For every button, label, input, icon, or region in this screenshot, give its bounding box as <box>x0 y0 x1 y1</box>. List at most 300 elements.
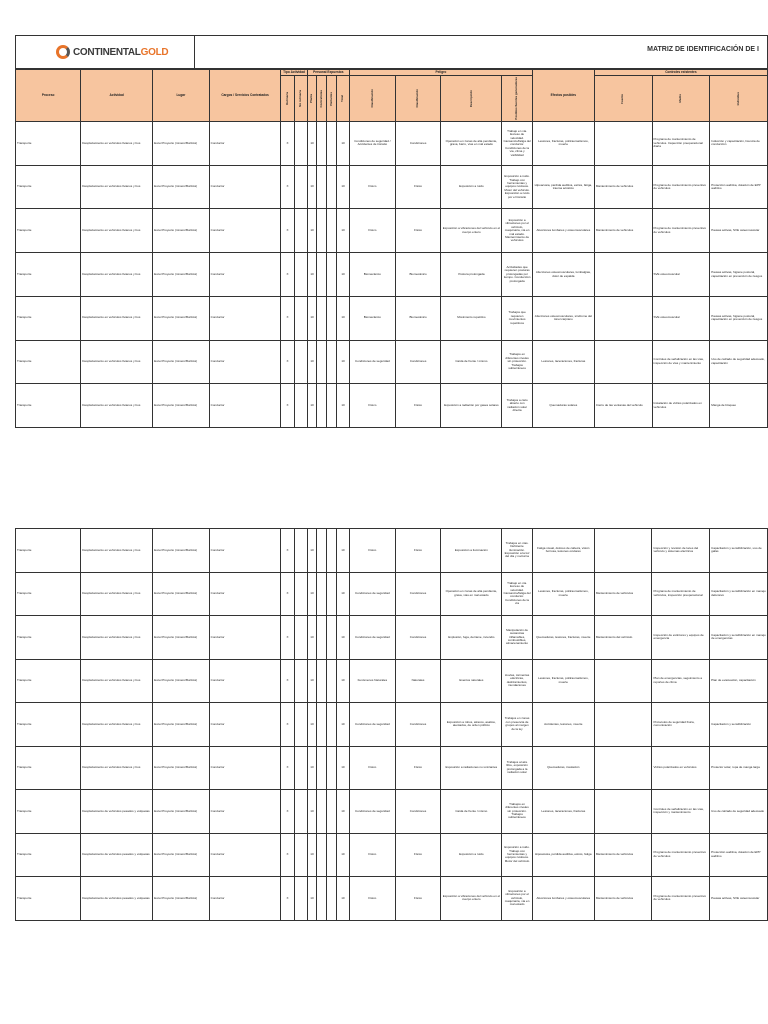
cell-fuentes: Trabajos al aire libre, exposición prolongada a la radiación solar <box>502 746 532 790</box>
cell-planta: 10 <box>307 877 317 921</box>
cell-contratistas <box>317 790 327 834</box>
cell-rutinaria: X <box>281 340 294 384</box>
col-lugar: Lugar <box>153 70 210 122</box>
cell-medio: Inspección y revisión de luces del vehículo y sistemas eléctricos <box>652 529 710 573</box>
cell-clasificacion: Condiciones de seguridad <box>349 572 395 616</box>
cell-no-rutinaria <box>294 877 307 921</box>
cell-lugar: Excel Proyecto (minero/Buriticá) <box>153 384 210 428</box>
cell-individuo: Protección auditiva, dotación de EPP auditivo <box>710 833 768 877</box>
cell-medio: Controles de señalización en las vías, inspección y mantenimiento <box>652 790 710 834</box>
cell-descripcion: Exposición a ruido <box>441 165 502 209</box>
cell-total: 10 <box>336 833 349 877</box>
cell-fuente: Mantenimiento de vehículos <box>594 209 652 253</box>
col-tipo-actividad: Tipo Actividad <box>281 70 307 76</box>
cell-lugar: Excel Proyecto (minero/Buriticá) <box>153 616 210 660</box>
cell-visitantes <box>327 790 337 834</box>
cell-fuentes: Trabajos en vías. Deficiente iluminación. Exposición a la luz del día y nocturna <box>502 529 532 573</box>
cell-proceso: Transporte <box>16 209 81 253</box>
cell-lugar: Excel Proyecto (minero/Buriticá) <box>153 296 210 340</box>
table-row <box>16 703 768 747</box>
cell-rutinaria: X <box>281 616 294 660</box>
company-logo <box>56 40 196 64</box>
cell-planta: 10 <box>307 833 317 877</box>
cell-fuentes: Trabajos en diferentes niveles sin protección. Trabajos subterráneos <box>502 790 532 834</box>
cell-cargo: Conductor <box>209 122 281 166</box>
cell-lugar: Excel Proyecto (minero/Buriticá) <box>153 165 210 209</box>
cell-total: 10 <box>336 340 349 384</box>
cell-actividad: Desplazamiento en vehículos livianos y bus <box>81 340 153 384</box>
cell-actividad: Desplazamiento de vehículos pesados y volquetas <box>81 877 153 921</box>
cell-medio: Programa de mantenimiento preventivo de vehículos <box>652 877 710 921</box>
matrix-table-top <box>15 69 768 428</box>
cell-descripcion: Eventos naturales <box>441 659 502 703</box>
cell-no-rutinaria <box>294 296 307 340</box>
cell-planta: 10 <box>307 253 317 297</box>
cell-clasificacion: Físico <box>349 529 395 573</box>
cell-proceso: Transporte <box>16 253 81 297</box>
cell-rutinaria: X <box>281 384 294 428</box>
cell-medio: Inspección de extintores y equipos de emergencia <box>652 616 710 660</box>
cell-visitantes <box>327 659 337 703</box>
cell-visitantes <box>327 833 337 877</box>
cell-proceso: Transporte <box>16 165 81 209</box>
cell-visitantes <box>327 165 337 209</box>
cell-efectos: Lesiones, fracturas, politraumatismos, muerte <box>532 122 594 166</box>
cell-medio: Plan de emergencias, seguimiento a reportes de clima <box>652 659 710 703</box>
cell-proceso: Transporte <box>16 790 81 834</box>
cell-visitantes <box>327 703 337 747</box>
cell-planta: 10 <box>307 529 317 573</box>
cell-no-rutinaria <box>294 746 307 790</box>
col-medio: Medio <box>678 94 683 104</box>
cell-cargo: Conductor <box>209 616 281 660</box>
cell-actividad: Desplazamiento en vehículos livianos y bus <box>81 253 153 297</box>
cell-planta: 10 <box>307 790 317 834</box>
cell-fuente <box>594 790 652 834</box>
cell-no-rutinaria <box>294 833 307 877</box>
cell-no-rutinaria <box>294 616 307 660</box>
table-row <box>16 833 768 877</box>
cell-lugar: Excel Proyecto (minero/Buriticá) <box>153 746 210 790</box>
cell-planta: 10 <box>307 122 317 166</box>
cell-clasificacion-2: Condiciones <box>395 572 441 616</box>
cell-total: 10 <box>336 746 349 790</box>
col-peligro: Peligro <box>350 70 533 76</box>
logo-text-accent: GOLD <box>140 46 169 58</box>
cell-actividad: Desplazamiento en vehículos livianos y bus <box>81 529 153 573</box>
cell-clasificacion: Condiciones de seguridad <box>349 703 395 747</box>
cell-efectos: Quemaduras, insolación <box>532 746 594 790</box>
cell-contratistas <box>317 122 327 166</box>
cell-fuentes: Exposición a ruido. Trabajo con herramientas y equipos ruidosos. Motor del vehículo <box>502 833 532 877</box>
matrix-body-top <box>16 122 768 428</box>
cell-total: 10 <box>336 122 349 166</box>
cell-fuente: Mantenimiento del vehículo <box>594 616 652 660</box>
cell-efectos: Hipoacusia, pérdida auditiva, estrés, fatiga, trauma acústico <box>532 165 594 209</box>
cell-efectos: Lesiones, laceraciones, fracturas <box>532 790 594 834</box>
cell-actividad: Desplazamiento en vehículos livianos y bus <box>81 572 153 616</box>
cell-total: 10 <box>336 209 349 253</box>
cell-clasificacion: Condiciones de seguridad <box>349 616 395 660</box>
cell-no-rutinaria <box>294 340 307 384</box>
cell-no-rutinaria <box>294 659 307 703</box>
cell-rutinaria: X <box>281 296 294 340</box>
cell-fuente <box>594 253 652 297</box>
cell-individuo: Pausas activas, SVE osteomuscular <box>710 209 768 253</box>
cell-contratistas <box>317 877 327 921</box>
cell-fuentes: Trabajos en diferentes niveles sin protección. Trabajos subterráneos <box>502 340 532 384</box>
cell-total: 10 <box>336 529 349 573</box>
cell-planta: 10 <box>307 209 317 253</box>
logo-text-main: CONTINENTAL <box>73 46 141 58</box>
cell-medio: SVE osteomuscular <box>652 253 710 297</box>
cell-no-rutinaria <box>294 572 307 616</box>
cell-cargo: Conductor <box>209 790 281 834</box>
cell-contratistas <box>317 165 327 209</box>
cell-fuente <box>594 703 652 747</box>
col-rutinaria: Rutinaria <box>284 92 289 106</box>
cell-fuente: Mantenimiento de vehículos <box>594 833 652 877</box>
cell-lugar: Excel Proyecto (minero/Buriticá) <box>153 703 210 747</box>
cell-medio: Controles de señalización en las vías, inspección de vías y mantenimiento <box>652 340 710 384</box>
cell-visitantes <box>327 877 337 921</box>
cell-proceso: Transporte <box>16 746 81 790</box>
table-row <box>16 209 768 253</box>
table-row <box>16 340 768 384</box>
cell-planta: 10 <box>307 572 317 616</box>
cell-fuentes: Lluvias, tormentas eléctricas, deslizamientos, inundaciones <box>502 659 532 703</box>
col-planta: Planta <box>309 94 314 104</box>
cell-total: 10 <box>336 572 349 616</box>
cell-no-rutinaria <box>294 384 307 428</box>
cell-efectos: Quemaduras, lesiones, fracturas, muerte <box>532 616 594 660</box>
cell-fuentes: Trabajo en vía. Exceso de velocidad. Cansancio/fatiga del conductor. Condiciones de la vía, clima y visibilidad <box>502 122 532 166</box>
cell-contratistas <box>317 616 327 660</box>
cell-total: 10 <box>336 703 349 747</box>
cell-clasificacion-2: Condiciones <box>395 616 441 660</box>
cell-clasificacion-2: Físico <box>395 746 441 790</box>
cell-descripcion: Exposición a robos, atracos, asaltos, atentados, de orden público <box>441 703 502 747</box>
cell-total: 10 <box>336 384 349 428</box>
cell-fuente <box>594 296 652 340</box>
cell-lugar: Excel Proyecto (minero/Buriticá) <box>153 877 210 921</box>
cell-individuo: Manga de bloqueo <box>710 384 768 428</box>
cell-descripcion: Caída de frente / mismo <box>441 340 502 384</box>
cell-medio: Programa de mantenimiento preventivo de vehículos <box>652 165 710 209</box>
col-fuente: Fuente <box>620 93 625 104</box>
cell-no-rutinaria <box>294 790 307 834</box>
cell-individuo: Pausas activas, higiene postural, capacitación en prevención de riesgos <box>710 296 768 340</box>
cell-individuo: Uso de calzado de seguridad adecuado <box>710 790 768 834</box>
cell-lugar: Excel Proyecto (minero/Buriticá) <box>153 340 210 384</box>
cell-proceso: Transporte <box>16 384 81 428</box>
cell-individuo: Capacitación y sensibilización en manejo defensivo <box>710 572 768 616</box>
col-actividad: Actividad <box>81 70 153 122</box>
cell-cargo: Conductor <box>209 253 281 297</box>
cell-actividad: Desplazamiento en vehículos livianos y bus <box>81 165 153 209</box>
cell-proceso: Transporte <box>16 877 81 921</box>
table-row <box>16 616 768 660</box>
cell-rutinaria: X <box>281 122 294 166</box>
hazard-matrix-top <box>15 69 768 428</box>
cell-individuo: Uso de calzado de seguridad adecuado, capacitación <box>710 340 768 384</box>
cell-medio: SVE osteomuscular <box>652 296 710 340</box>
cell-clasificacion-2: Biomecánico <box>395 296 441 340</box>
cell-contratistas <box>317 340 327 384</box>
cell-fuente <box>594 340 652 384</box>
cell-fuente: Cierre de las ventanas del vehículo <box>594 384 652 428</box>
cell-medio: Instalación de vidrios polarizados en vehículos <box>652 384 710 428</box>
cell-total: 10 <box>336 296 349 340</box>
cell-fuente: Mantenimiento de vehículos <box>594 165 652 209</box>
cell-actividad: Desplazamiento en vehículos livianos y bus <box>81 122 153 166</box>
col-personal-expuestos: Personal Expuestos <box>307 70 349 76</box>
cell-cargo: Conductor <box>209 746 281 790</box>
cell-clasificacion: Biomecánico <box>350 253 396 297</box>
cell-descripcion: Postura prolongada <box>441 253 502 297</box>
cell-actividad: Desplazamiento de vehículos pesados y volquetas <box>81 790 153 834</box>
col-efectos: Efectos posibles <box>532 70 594 122</box>
cell-actividad: Desplazamiento en vehículos livianos y bus <box>81 616 153 660</box>
cell-cargo: Conductor <box>209 384 281 428</box>
cell-rutinaria: X <box>281 529 294 573</box>
matrix-table-bottom <box>15 528 768 921</box>
cell-descripcion: Exposición a vibraciones del vehículo en el cuerpo entero <box>441 877 502 921</box>
cell-no-rutinaria <box>294 122 307 166</box>
cell-total: 10 <box>336 616 349 660</box>
cell-rutinaria: X <box>281 572 294 616</box>
col-proceso: Proceso <box>16 70 81 122</box>
cell-fuente <box>594 529 652 573</box>
cell-actividad: Desplazamiento de vehículos pesados y volquetas <box>81 833 153 877</box>
cell-planta: 10 <box>307 659 317 703</box>
cell-rutinaria: X <box>281 209 294 253</box>
col-visitantes: Visitantes <box>328 91 333 106</box>
cell-contratistas <box>317 209 327 253</box>
cell-descripcion: Exposición a ruido <box>441 833 502 877</box>
cell-lugar: Excel Proyecto (minero/Buriticá) <box>153 572 210 616</box>
cell-efectos: Afecciones lumbares y osteomusculares <box>532 877 594 921</box>
cell-descripcion: Exposición a radiación por gases solares <box>441 384 502 428</box>
cell-descripcion: Operación en zonas de alta pendiente, grava, vías en mal estado <box>441 572 502 616</box>
cell-contratistas <box>317 833 327 877</box>
cell-contratistas <box>317 253 327 297</box>
cell-cargo: Conductor <box>209 833 281 877</box>
cell-clasificacion: Condiciones de seguridad <box>350 340 396 384</box>
cell-individuo: Inducción y capacitación, licencia de conducción <box>710 122 768 166</box>
cell-descripcion: Exposición a vibraciones del vehículo en el cuerpo entero <box>441 209 502 253</box>
cell-medio: Vidrios polarizados en vehículos <box>652 746 710 790</box>
cell-lugar: Excel Proyecto (minero/Buriticá) <box>153 529 210 573</box>
cell-clasificacion-2: Físico <box>395 877 441 921</box>
table-row <box>16 746 768 790</box>
cell-efectos: Afecciones osteomusculares, síndrome del túnel carpiano <box>532 296 594 340</box>
matrix-body-bottom <box>16 529 768 921</box>
cell-actividad: Desplazamiento en vehículos livianos y bus <box>81 296 153 340</box>
cell-cargo: Conductor <box>209 209 281 253</box>
cell-clasificacion-2: Condiciones <box>395 340 441 384</box>
cell-individuo: Pausas activas, higiene postural, capacitación en prevención de riesgos <box>710 253 768 297</box>
cell-rutinaria: X <box>281 703 294 747</box>
cell-total: 10 <box>336 165 349 209</box>
cell-visitantes <box>327 122 337 166</box>
cell-clasificacion: Condiciones de seguridad <box>349 790 395 834</box>
cell-planta: 10 <box>307 616 317 660</box>
cell-planta: 10 <box>307 703 317 747</box>
cell-cargo: Conductor <box>209 296 281 340</box>
cell-actividad: Desplazamiento en vehículos livianos y bus <box>81 659 153 703</box>
table-row <box>16 165 768 209</box>
col-controles: Controles existentes <box>594 70 767 76</box>
table-row <box>16 659 768 703</box>
cell-rutinaria: X <box>281 746 294 790</box>
cell-clasificacion-2: Físico <box>395 384 441 428</box>
cell-proceso: Transporte <box>16 616 81 660</box>
cell-clasificacion-2: Biomecánico <box>395 253 441 297</box>
cell-clasificacion-2: Físico <box>395 529 441 573</box>
cell-efectos: Fatiga visual, dolores de cabeza, visión borrosa, lesiones oculares <box>532 529 594 573</box>
cell-planta: 10 <box>307 165 317 209</box>
cell-lugar: Excel Proyecto (minero/Buriticá) <box>153 790 210 834</box>
cell-individuo: Capacitación y sensibilización <box>710 703 768 747</box>
cell-fuentes: Exposición a vibraciones por el vehículo, maquinaria, vía en mal estado. Mantenimiento de vehículos <box>502 209 532 253</box>
cell-clasificacion: Físico <box>349 833 395 877</box>
cell-fuente <box>594 659 652 703</box>
cell-visitantes <box>327 572 337 616</box>
document-title: MATRIZ DE IDENTIFICACIÓN DE I <box>647 46 759 53</box>
cell-clasificacion-2: Físico <box>395 833 441 877</box>
cell-actividad: Desplazamiento en vehículos livianos y bus <box>81 746 153 790</box>
cell-fuentes: Trabajos en zonas con presencia de grupos al margen de la ley <box>502 703 532 747</box>
cell-efectos: Lesiones, fracturas, politraumatismos, muerte <box>532 572 594 616</box>
col-contratistas: Contratistas <box>319 89 324 108</box>
cell-clasificacion-2: Condiciones <box>395 703 441 747</box>
cell-lugar: Excel Proyecto (minero/Buriticá) <box>153 833 210 877</box>
cell-total: 10 <box>336 877 349 921</box>
cell-efectos: Lesiones, fracturas, politraumatismos, muerte <box>532 659 594 703</box>
cell-visitantes <box>327 616 337 660</box>
cell-clasificacion: Fenómenos Naturales <box>349 659 395 703</box>
cell-contratistas <box>317 529 327 573</box>
cell-proceso: Transporte <box>16 122 81 166</box>
cell-rutinaria: X <box>281 253 294 297</box>
cell-clasificacion: Biomecánico <box>350 296 396 340</box>
cell-individuo: Pausas activas, SVE osteomuscular <box>710 877 768 921</box>
cell-proceso: Transporte <box>16 833 81 877</box>
cell-actividad: Desplazamiento en vehículos livianos y bus <box>81 209 153 253</box>
col-individuo: Individuo <box>735 92 740 106</box>
cell-proceso: Transporte <box>16 296 81 340</box>
cell-fuentes: Trabajos que requieren movimientos repetitivos <box>502 296 532 340</box>
cell-descripcion: Explosión, fuga, derrame, incendio <box>441 616 502 660</box>
cell-fuentes: Exposición a vibraciones por el vehículo, maquinaria, vía en mal estado <box>502 877 532 921</box>
col-clasificacion: Clasificación <box>369 89 374 108</box>
cell-fuentes: Trabajo en vía. Exceso de velocidad. Cansancio/fatiga del conductor. Condiciones de la vía <box>502 572 532 616</box>
cell-descripcion: Movimiento repetitivo <box>441 296 502 340</box>
cell-visitantes <box>327 209 337 253</box>
col-descripcion: Descripción <box>468 90 473 108</box>
header-divider <box>194 36 195 68</box>
cell-clasificacion: Condiciones de seguridad / Accidentes de tránsito <box>350 122 396 166</box>
cell-clasificacion: Físico <box>349 877 395 921</box>
cell-clasificacion-2: Naturales <box>395 659 441 703</box>
hazard-matrix-bottom <box>15 528 768 921</box>
cell-fuente <box>594 746 652 790</box>
cell-no-rutinaria <box>294 253 307 297</box>
cell-cargo: Conductor <box>209 529 281 573</box>
cell-visitantes <box>327 253 337 297</box>
cell-lugar: Excel Proyecto (minero/Buriticá) <box>153 209 210 253</box>
cell-individuo: Protector solar, ropa de manga larga <box>710 746 768 790</box>
cell-rutinaria: X <box>281 833 294 877</box>
cell-lugar: Excel Proyecto (minero/Buriticá) <box>153 122 210 166</box>
cell-contratistas <box>317 296 327 340</box>
cell-clasificacion: Físico <box>350 209 396 253</box>
cell-clasificacion: Físico <box>350 165 396 209</box>
cell-individuo: Capacitación y sensibilización, uso de gafas <box>710 529 768 573</box>
cell-total: 10 <box>336 253 349 297</box>
cell-visitantes <box>327 529 337 573</box>
cell-rutinaria: X <box>281 790 294 834</box>
cell-efectos: Lesiones, laceraciones, fracturas <box>532 340 594 384</box>
cell-proceso: Transporte <box>16 340 81 384</box>
cell-visitantes <box>327 296 337 340</box>
cell-planta: 10 <box>307 384 317 428</box>
cell-fuente: Mantenimiento de vehículos <box>594 572 652 616</box>
cell-contratistas <box>317 572 327 616</box>
cell-total: 10 <box>336 659 349 703</box>
cell-efectos: Afecciones lumbares y osteomusculares <box>532 209 594 253</box>
cell-efectos: Quemaduras solares <box>532 384 594 428</box>
document-header <box>15 35 768 69</box>
cell-medio: Programa de mantenimiento preventivo de vehículos <box>652 833 710 877</box>
cell-no-rutinaria <box>294 703 307 747</box>
col-no-rutinaria: No rutinaria <box>297 90 302 108</box>
cell-cargo: Conductor <box>209 703 281 747</box>
cell-fuentes: Trabajos a cielo abierto con radiación solar directa <box>502 384 532 428</box>
cell-lugar: Excel Proyecto (minero/Buriticá) <box>153 659 210 703</box>
cell-descripcion: Exposición a radiaciones no ionizantes <box>441 746 502 790</box>
cell-efectos: Afecciones osteomusculares, lumbalgias, dolor de espalda <box>532 253 594 297</box>
cell-clasificacion-2: Condiciones <box>395 122 441 166</box>
cell-cargo: Conductor <box>209 340 281 384</box>
cell-contratistas <box>317 746 327 790</box>
cell-medio: Programa de mantenimiento de vehículos, inspección preoperacional <box>652 572 710 616</box>
cell-descripcion: Caída de frente / mismo <box>441 790 502 834</box>
cell-individuo: Protección auditiva, dotación de EPP auditivo <box>710 165 768 209</box>
table-row <box>16 790 768 834</box>
cell-descripcion: Exposición a iluminación <box>441 529 502 573</box>
cell-contratistas <box>317 703 327 747</box>
cell-medio: Programa de mantenimiento preventivo de vehículos <box>652 209 710 253</box>
cell-contratistas <box>317 659 327 703</box>
cell-visitantes <box>327 384 337 428</box>
cell-no-rutinaria <box>294 529 307 573</box>
cell-proceso: Transporte <box>16 572 81 616</box>
cell-individuo: Plan de evacuación, capacitación <box>710 659 768 703</box>
col-clasificacion-2: Clasificación <box>415 89 420 108</box>
cell-cargo: Conductor <box>209 165 281 209</box>
cell-cargo: Conductor <box>209 572 281 616</box>
col-posibles-fuentes: Posibles fuentes generadoras <box>514 77 519 121</box>
cell-rutinaria: X <box>281 165 294 209</box>
table-row <box>16 122 768 166</box>
cell-rutinaria: X <box>281 659 294 703</box>
cell-proceso: Transporte <box>16 703 81 747</box>
cell-planta: 10 <box>307 296 317 340</box>
cell-cargo: Conductor <box>209 877 281 921</box>
cell-no-rutinaria <box>294 209 307 253</box>
